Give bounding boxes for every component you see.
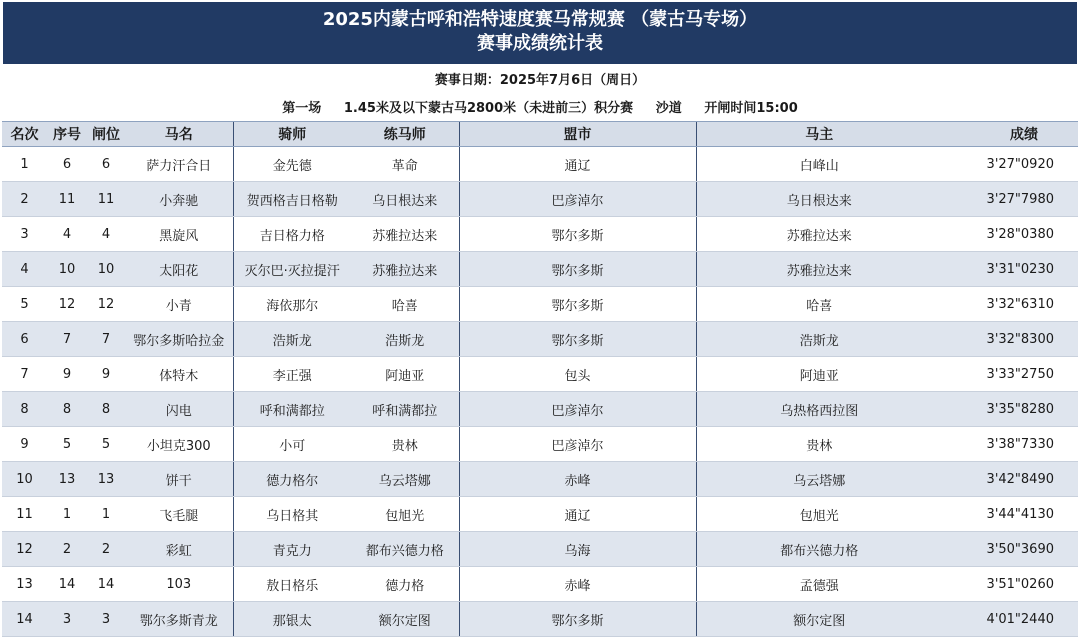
cell-trainer: 都布兴德力格 — [351, 532, 459, 567]
col-rank-header: 名次 — [2, 122, 47, 147]
cell-owner: 哈喜 — [696, 287, 942, 322]
table-header-row — [2, 122, 1078, 147]
cell-owner: 白峰山 — [696, 147, 942, 182]
cell-gate: 3 — [87, 602, 125, 637]
cell-league: 鄂尔多斯 — [459, 322, 696, 357]
cell-rank: 6 — [2, 322, 47, 357]
cell-jockey: 青克力 — [233, 532, 351, 567]
cell-gate: 7 — [87, 322, 125, 357]
cell-gate: 10 — [87, 252, 125, 287]
cell-horse: 飞毛腿 — [125, 497, 233, 532]
cell-owner: 苏雅拉达来 — [696, 252, 942, 287]
cell-owner: 额尔定图 — [696, 602, 942, 637]
cell-league: 鄂尔多斯 — [459, 217, 696, 252]
cell-league: 包头 — [459, 357, 696, 392]
table-row — [2, 567, 1078, 602]
cell-score: 3'28"0380 — [942, 217, 1078, 252]
cell-number: 11 — [47, 182, 87, 217]
cell-score: 3'50"3690 — [942, 532, 1078, 567]
cell-gate: 4 — [87, 217, 125, 252]
cell-gate: 5 — [87, 427, 125, 462]
cell-horse: 黑旋风 — [125, 217, 233, 252]
cell-rank: 8 — [2, 392, 47, 427]
cell-horse: 闪电 — [125, 392, 233, 427]
cell-owner: 包旭光 — [696, 497, 942, 532]
cell-rank: 14 — [2, 602, 47, 637]
cell-number: 14 — [47, 567, 87, 602]
cell-league: 通辽 — [459, 147, 696, 182]
cell-score: 3'42"8490 — [942, 462, 1078, 497]
col-trainer-header: 练马师 — [351, 122, 459, 147]
cell-jockey: 呼和满都拉 — [233, 392, 351, 427]
cell-horse: 体特木 — [125, 357, 233, 392]
cell-trainer: 乌日根达来 — [351, 182, 459, 217]
cell-rank: 13 — [2, 567, 47, 602]
cell-trainer: 革命 — [351, 147, 459, 182]
cell-rank: 5 — [2, 287, 47, 322]
cell-jockey: 敖日格乐 — [233, 567, 351, 602]
cell-number: 9 — [47, 357, 87, 392]
cell-league: 鄂尔多斯 — [459, 252, 696, 287]
cell-score: 3'33"2750 — [942, 357, 1078, 392]
cell-horse: 鄂尔多斯青龙 — [125, 602, 233, 637]
cell-gate: 6 — [87, 147, 125, 182]
cell-gate: 11 — [87, 182, 125, 217]
cell-rank: 9 — [2, 427, 47, 462]
cell-horse: 小奔驰 — [125, 182, 233, 217]
cell-trainer: 贵林 — [351, 427, 459, 462]
cell-owner: 贵林 — [696, 427, 942, 462]
cell-score: 3'31"0230 — [942, 252, 1078, 287]
cell-score: 3'32"6310 — [942, 287, 1078, 322]
cell-trainer: 德力格 — [351, 567, 459, 602]
cell-jockey: 灭尔巴·灭拉提汗 — [233, 252, 351, 287]
cell-gate: 9 — [87, 357, 125, 392]
cell-trainer: 乌云塔娜 — [351, 462, 459, 497]
cell-horse: 小青 — [125, 287, 233, 322]
cell-horse: 鄂尔多斯哈拉金 — [125, 322, 233, 357]
cell-number: 8 — [47, 392, 87, 427]
col-jockey-header: 骑师 — [233, 122, 351, 147]
cell-rank: 10 — [2, 462, 47, 497]
cell-league: 赤峰 — [459, 567, 696, 602]
cell-owner: 苏雅拉达来 — [696, 217, 942, 252]
cell-league: 巴彦淖尔 — [459, 182, 696, 217]
results-table — [2, 121, 1078, 637]
cell-league: 赤峰 — [459, 462, 696, 497]
cell-trainer: 哈喜 — [351, 287, 459, 322]
cell-gate: 2 — [87, 532, 125, 567]
cell-number: 13 — [47, 462, 87, 497]
table-row — [2, 322, 1078, 357]
cell-trainer: 阿迪亚 — [351, 357, 459, 392]
cell-number: 6 — [47, 147, 87, 182]
cell-league: 鄂尔多斯 — [459, 287, 696, 322]
cell-trainer: 苏雅拉达来 — [351, 217, 459, 252]
cell-trainer: 苏雅拉达来 — [351, 252, 459, 287]
race-info: 第一场 1.45米及以下蒙古马2800米（未进前三）积分赛 沙道 开闸时间15:00 — [282, 101, 798, 116]
cell-league: 通辽 — [459, 497, 696, 532]
cell-jockey: 浩斯龙 — [233, 322, 351, 357]
cell-trainer: 浩斯龙 — [351, 322, 459, 357]
cell-trainer: 包旭光 — [351, 497, 459, 532]
cell-horse: 太阳花 — [125, 252, 233, 287]
cell-horse: 萨力汗合日 — [125, 147, 233, 182]
col-league-header: 盟市 — [459, 122, 696, 147]
cell-number: 10 — [47, 252, 87, 287]
cell-jockey: 乌日格其 — [233, 497, 351, 532]
table-row — [2, 427, 1078, 462]
cell-horse: 小坦克300 — [125, 427, 233, 462]
cell-horse: 饼干 — [125, 462, 233, 497]
cell-number: 7 — [47, 322, 87, 357]
cell-jockey: 贺西格吉日格勒 — [233, 182, 351, 217]
table-row — [2, 252, 1078, 287]
cell-score: 3'44"4130 — [942, 497, 1078, 532]
cell-score: 4'01"2440 — [942, 602, 1078, 637]
cell-owner: 阿迪亚 — [696, 357, 942, 392]
cell-trainer: 呼和满都拉 — [351, 392, 459, 427]
cell-score: 3'35"8280 — [942, 392, 1078, 427]
cell-jockey: 海依那尔 — [233, 287, 351, 322]
table-row — [2, 357, 1078, 392]
col-horse-header: 马名 — [125, 122, 233, 147]
cell-score: 3'27"0920 — [942, 147, 1078, 182]
table-row — [2, 462, 1078, 497]
cell-owner: 都布兴德力格 — [696, 532, 942, 567]
cell-number: 2 — [47, 532, 87, 567]
sheet-title: 赛事成绩统计表 — [477, 33, 603, 54]
event-title: 2025内蒙古呼和浩特速度赛马常规赛 （蒙古马专场） — [322, 9, 758, 30]
cell-gate: 12 — [87, 287, 125, 322]
cell-rank: 12 — [2, 532, 47, 567]
cell-league: 巴彦淖尔 — [459, 427, 696, 462]
cell-rank: 4 — [2, 252, 47, 287]
cell-gate: 8 — [87, 392, 125, 427]
cell-number: 1 — [47, 497, 87, 532]
col-score-header: 成绩 — [942, 122, 1078, 147]
cell-league: 鄂尔多斯 — [459, 602, 696, 637]
cell-rank: 7 — [2, 357, 47, 392]
cell-score: 3'38"7330 — [942, 427, 1078, 462]
table-row — [2, 217, 1078, 252]
col-number-header: 序号 — [47, 122, 87, 147]
cell-rank: 11 — [2, 497, 47, 532]
title-banner — [3, 2, 1077, 64]
cell-number: 4 — [47, 217, 87, 252]
table-row — [2, 392, 1078, 427]
table-row — [2, 287, 1078, 322]
cell-gate: 14 — [87, 567, 125, 602]
cell-rank: 2 — [2, 182, 47, 217]
cell-owner: 孟德强 — [696, 567, 942, 602]
event-date: 赛事日期：2025年7月6日（周日） — [434, 73, 646, 88]
cell-number: 3 — [47, 602, 87, 637]
cell-jockey: 李正强 — [233, 357, 351, 392]
cell-jockey: 金先德 — [233, 147, 351, 182]
cell-gate: 1 — [87, 497, 125, 532]
cell-owner: 乌云塔娜 — [696, 462, 942, 497]
table-row — [2, 182, 1078, 217]
cell-jockey: 吉日格力格 — [233, 217, 351, 252]
table-row — [2, 602, 1078, 637]
cell-score: 3'27"7980 — [942, 182, 1078, 217]
table-row — [2, 147, 1078, 182]
cell-owner: 乌热格西拉图 — [696, 392, 942, 427]
cell-horse: 103 — [125, 567, 233, 602]
cell-owner: 浩斯龙 — [696, 322, 942, 357]
cell-number: 12 — [47, 287, 87, 322]
cell-jockey: 小可 — [233, 427, 351, 462]
cell-jockey: 那银太 — [233, 602, 351, 637]
col-owner-header: 马主 — [696, 122, 942, 147]
cell-score: 3'32"8300 — [942, 322, 1078, 357]
table-row — [2, 532, 1078, 567]
cell-league: 巴彦淖尔 — [459, 392, 696, 427]
cell-rank: 1 — [2, 147, 47, 182]
cell-owner: 乌日根达来 — [696, 182, 942, 217]
cell-trainer: 额尔定图 — [351, 602, 459, 637]
col-gate-header: 闸位 — [87, 122, 125, 147]
cell-rank: 3 — [2, 217, 47, 252]
cell-number: 5 — [47, 427, 87, 462]
cell-jockey: 德力格尔 — [233, 462, 351, 497]
table-row — [2, 497, 1078, 532]
cell-score: 3'51"0260 — [942, 567, 1078, 602]
cell-horse: 彩虹 — [125, 532, 233, 567]
cell-league: 乌海 — [459, 532, 696, 567]
cell-gate: 13 — [87, 462, 125, 497]
results-body — [2, 147, 1078, 637]
